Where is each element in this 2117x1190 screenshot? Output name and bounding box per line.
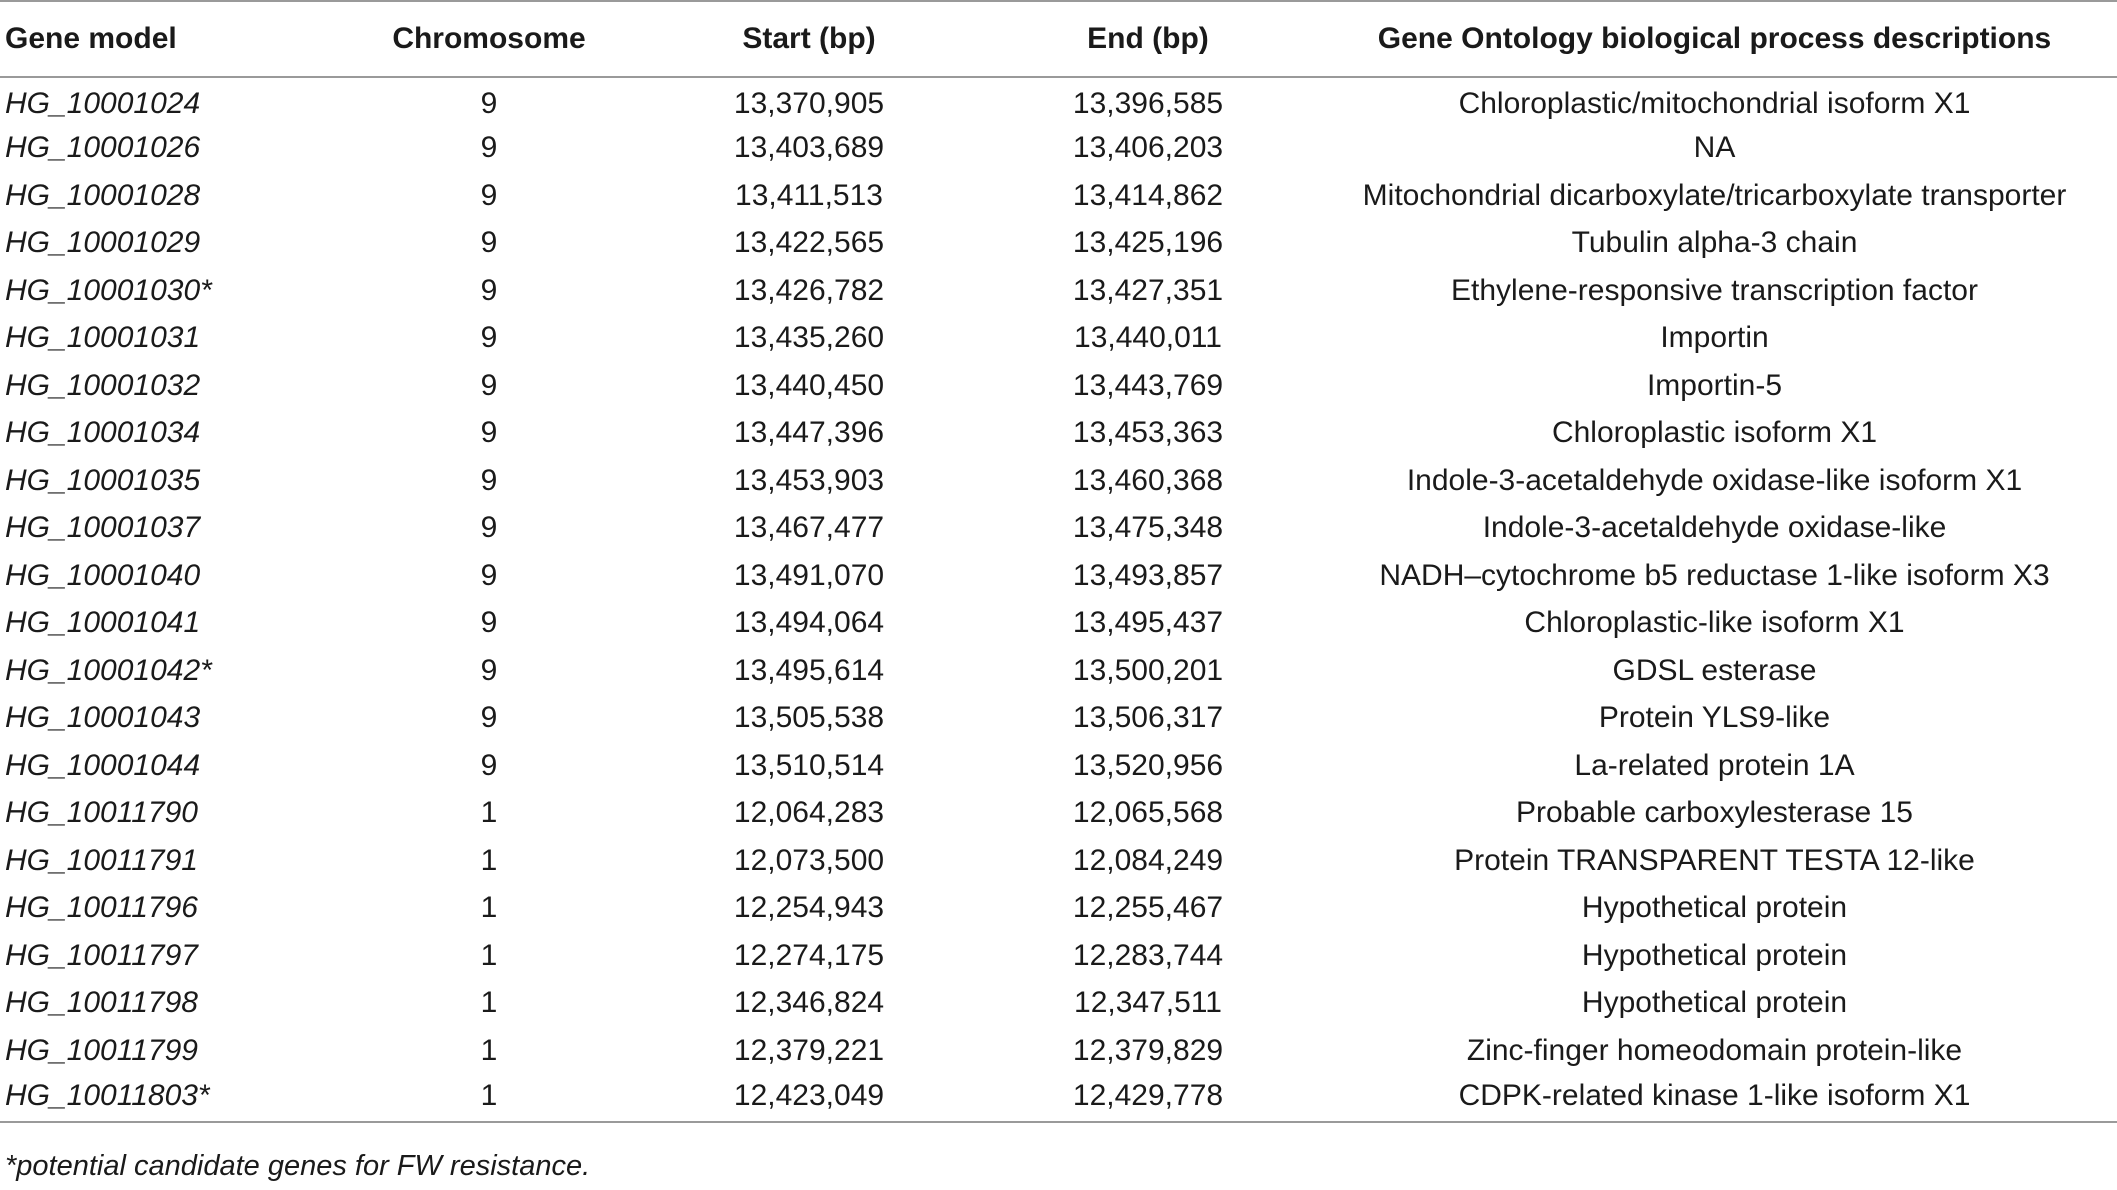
table-row [0,980,2117,1028]
table-row [0,885,2117,933]
cell-end: 12,429,778 [984,1075,1312,1123]
header-start: Start (bp) [634,1,984,77]
cell-start: 13,370,905 [733,87,885,121]
table-row [0,410,2117,458]
cell-go-description: CDPK-related kinase 1-like isoform X1 [1312,1075,2117,1123]
cell-end: 13,425,196 [1072,226,1224,260]
cell-chromosome: 9 [480,748,498,782]
cell-chromosome: 9 [480,606,498,640]
cell-gene-model: HG_10011796 [5,891,198,925]
cell-end: 13,475,348 [1072,511,1224,545]
cell-chromosome: 9 [480,416,498,450]
cell-end: 13,495,437 [1072,606,1224,640]
cell-go-description: Chloroplastic/mitochondrial isoform X1 [1458,87,1971,121]
cell-start: 12,423,049 [634,1075,984,1123]
cell-go-description: Protein TRANSPARENT TESTA 12-like [1454,843,1975,877]
cell-chromosome: 1 [480,938,498,972]
table-row [0,77,2117,125]
cell-go-description: Indole-3-acetaldehyde oxidase-like [1482,511,1947,545]
cell-end: 13,443,769 [1072,368,1224,402]
cell-gene-model: HG_10001041 [5,606,201,640]
cell-end: 12,379,829 [1072,1033,1224,1067]
table-row [0,790,2117,838]
cell-chromosome: 9 [480,701,498,735]
cell-gene-model: HG_10001024 [5,87,201,121]
header-row [0,1,2117,77]
cell-chromosome: 1 [480,843,498,877]
table-row [0,742,2117,790]
cell-gene-model: HG_10011797 [5,938,198,972]
cell-gene-model: HG_10011798 [5,986,198,1020]
cell-gene-model: HG_10001030* [5,273,212,307]
header-end: End (bp) [984,1,1312,77]
cell-end: 13,500,201 [1072,653,1224,687]
cell-gene-model: HG_10001043 [5,701,201,735]
cell-chromosome: 9 [480,273,498,307]
cell-gene-model: HG_10001042* [5,653,212,687]
cell-gene-model: HG_10001029 [5,226,201,260]
cell-start: 13,494,064 [733,606,885,640]
cell-gene-model: HG_10011790 [5,796,198,830]
cell-chromosome: 9 [480,321,498,355]
cell-go-description: NA [1693,131,1736,165]
cell-start: 13,435,260 [733,321,885,355]
cell-end: 13,506,317 [1072,701,1224,735]
table-row [0,172,2117,220]
cell-start: 13,411,513 [735,178,883,212]
cell-start: 13,403,689 [733,131,885,165]
cell-go-description: Tubulin alpha-3 chain [1571,226,1858,260]
cell-start: 12,254,943 [733,891,885,925]
table-row [0,552,2117,600]
cell-end: 12,255,467 [1072,891,1224,925]
cell-gene-model: HG_10011791 [5,843,198,877]
cell-chromosome: 1 [480,1033,498,1067]
cell-chromosome: 9 [480,87,498,121]
cell-gene-model: HG_10001040 [5,558,201,592]
cell-start: 12,346,824 [733,986,885,1020]
cell-chromosome: 1 [480,986,498,1020]
cell-end: 12,283,744 [1072,938,1224,972]
cell-start: 13,447,396 [733,416,885,450]
cell-chromosome: 9 [480,463,498,497]
cell-go-description: Zinc-finger homeodomain protein-like [1466,1033,1963,1067]
cell-go-description: Hypothetical protein [1581,938,1848,972]
cell-go-description: Chloroplastic-like isoform X1 [1524,606,1905,640]
cell-go-description: Importin [1660,321,1769,355]
cell-chromosome: 9 [480,511,498,545]
cell-gene-model: HG_10001028 [5,178,201,212]
table-body [0,77,2117,1122]
cell-end: 13,493,857 [1072,558,1224,592]
table-row [0,1027,2117,1075]
cell-start: 13,426,782 [733,273,885,307]
cell-go-description: Chloroplastic isoform X1 [1551,416,1878,450]
cell-gene-model: HG_10001032 [5,368,201,402]
cell-end: 12,065,568 [1072,796,1224,830]
table-row [0,600,2117,648]
table-row [0,220,2117,268]
cell-chromosome: 9 [480,131,498,165]
header-go-description: Gene Ontology biological process descriptions [1312,1,2117,77]
cell-end: 13,440,011 [1074,321,1222,355]
cell-gene-model: HG_10001034 [5,416,201,450]
cell-start: 13,495,614 [733,653,885,687]
cell-start: 12,274,175 [733,938,885,972]
table-row [0,932,2117,980]
cell-end: 13,460,368 [1072,463,1224,497]
cell-gene-model: HG_10011803* [0,1075,344,1123]
cell-start: 13,505,538 [733,701,885,735]
cell-go-description: Hypothetical protein [1581,986,1848,1020]
table-row [0,125,2117,173]
cell-end: 13,453,363 [1072,416,1224,450]
cell-start: 13,440,450 [733,368,885,402]
table-row [0,457,2117,505]
cell-end: 13,520,956 [1072,748,1224,782]
header-gene-model: Gene model [0,1,344,77]
table-row [0,267,2117,315]
table-header [0,1,2117,77]
cell-chromosome: 1 [344,1075,634,1123]
cell-chromosome: 1 [480,891,498,925]
table-row [0,1075,2117,1123]
cell-gene-model: HG_10001031 [5,321,201,355]
table-footnote: *potential candidate genes for FW resistance. [5,1150,591,1182]
cell-chromosome: 9 [480,558,498,592]
cell-chromosome: 9 [480,178,498,212]
table-row [0,315,2117,363]
cell-start: 12,064,283 [733,796,885,830]
cell-go-description: GDSL esterase [1612,653,1817,687]
cell-go-description: Protein YLS9-like [1598,701,1831,735]
cell-start: 12,379,221 [733,1033,885,1067]
cell-end: 12,084,249 [1072,843,1224,877]
cell-chromosome: 9 [480,368,498,402]
cell-gene-model: HG_10001035 [5,463,201,497]
cell-start: 13,422,565 [733,226,885,260]
header-chromosome: Chromosome [344,1,634,77]
table-row [0,695,2117,743]
table-row [0,362,2117,410]
table-row [0,505,2117,553]
cell-chromosome: 9 [480,653,498,687]
cell-gene-model: HG_10011799 [5,1033,198,1067]
cell-go-description: Mitochondrial dicarboxylate/tricarboxylate transporter [1362,178,2067,212]
cell-start: 13,491,070 [733,558,885,592]
cell-go-description: Hypothetical protein [1581,891,1848,925]
cell-chromosome: 9 [480,226,498,260]
cell-gene-model: HG_10001026 [5,131,201,165]
cell-end: 13,396,585 [1072,87,1224,121]
cell-end: 13,427,351 [1072,273,1224,307]
cell-start: 13,467,477 [733,511,885,545]
cell-go-description: Ethylene-responsive transcription factor [1451,273,1978,307]
cell-go-description: NADH–cytochrome b5 reductase 1-like isoform X3 [1379,558,2050,592]
cell-start: 13,510,514 [733,748,885,782]
cell-end: 13,406,203 [1072,131,1224,165]
cell-go-description: Importin-5 [1646,368,1783,402]
cell-go-description: Probable carboxylesterase 15 [1516,796,1913,830]
table-row [0,837,2117,885]
table-row [0,647,2117,695]
cell-start: 12,073,500 [733,843,885,877]
cell-end: 12,347,511 [1074,986,1222,1020]
cell-go-description: Indole-3-acetaldehyde oxidase-like isoform X1 [1406,463,2023,497]
cell-gene-model: HG_10001044 [5,748,201,782]
cell-chromosome: 1 [480,796,498,830]
cell-start: 13,453,903 [733,463,885,497]
cell-go-description: La-related protein 1A [1574,748,1855,782]
cell-end: 13,414,862 [1072,178,1224,212]
cell-gene-model: HG_10001037 [5,511,201,545]
